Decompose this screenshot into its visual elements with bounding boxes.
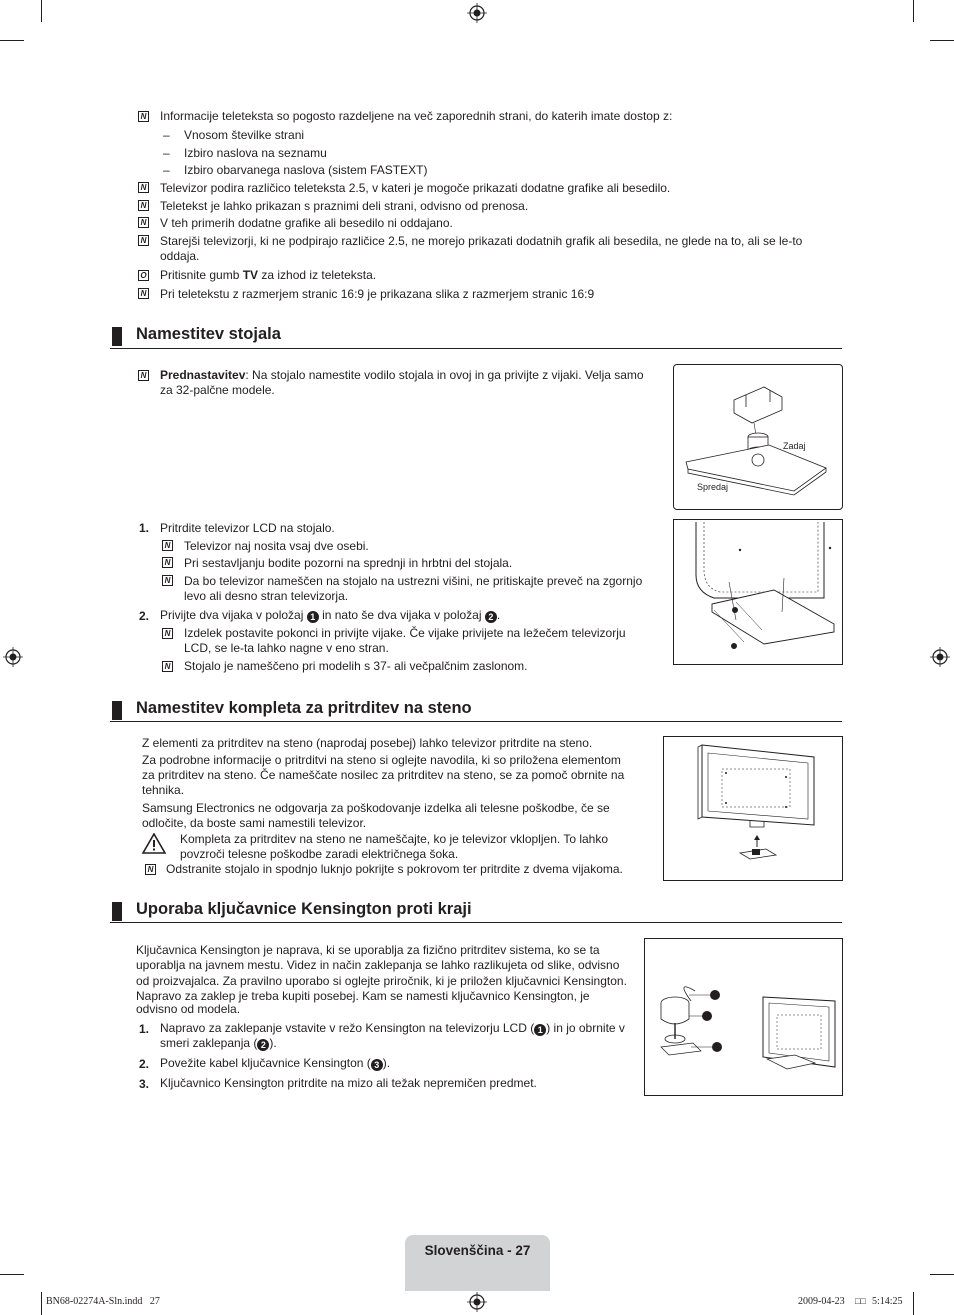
wall-mount-figure — [663, 736, 843, 881]
note-text: Da bo televizor nameščen na stojalo na ustrezni višini, ne pritiskajte preveč na zgornjo — [184, 574, 643, 588]
paragraph: uporablja na javnem mestu. Videz in način zaklepanja se lahko razlikujeta od slike, odvisno — [136, 958, 620, 972]
note-icon: N — [138, 217, 149, 228]
dash-bullet: – — [163, 128, 170, 142]
heading-bar — [112, 701, 122, 720]
note-icon: N — [162, 661, 173, 672]
step-text: Napravo za zaklepanje vstavite v režo Kensington na televizorju LCD ( 1 ) in jo obrnite v — [160, 1021, 625, 1035]
kensington-figure — [644, 938, 843, 1096]
stand-attach-figure — [673, 519, 843, 665]
step-number: 2. — [139, 1057, 150, 1071]
callout-1: 1 — [307, 611, 319, 623]
note-icon: N — [138, 288, 149, 299]
note-text: Televizor podira različico teleteksta 2.5, v kateri je mogoče prikazati dodatne grafike ali besedilo. — [160, 181, 671, 195]
note-text: Informacije teleteksta so pogosto razdeljene na več zaporednih strani, do katerih imate dostop z: — [160, 109, 673, 123]
note-text: Prednastavitev: Na stojalo namestite vodilo stojala in ovoj in ga privijte z vijaki. Velja samo — [160, 368, 644, 382]
figure-label: Zadaj — [783, 441, 806, 451]
print-time: 5:14:25 — [872, 1296, 903, 1307]
heading-bar — [112, 902, 122, 921]
step-text: smeri zaklepanja ( 2 ). — [160, 1036, 277, 1050]
crop-mark — [0, 40, 24, 41]
paragraph: Napravo za zaklep je treba kupiti posebej. Kam se namesti ključavnico Kensington, je — [136, 989, 590, 1003]
note-text: V teh primerih dodatne grafike ali besedilo ni oddajano. — [160, 216, 453, 230]
list-item: Vnosom številke strani — [184, 128, 305, 142]
step-text: Ključavnico Kensington pritrdite na mizo ali težak nepremičen predmet. — [160, 1076, 537, 1090]
heading-bar — [112, 327, 122, 346]
note-icon: N — [162, 557, 173, 568]
print-date: 2009-04-23 — [798, 1296, 845, 1307]
paragraph: Samsung Electronics ne odgovarja za poškodovanje izdelka ali telesne poškodbe, če se — [142, 801, 610, 815]
paragraph: Za podrobne informacije o pritrditvi na steno si oglejte navodila, ki so priložena elementom — [142, 753, 621, 767]
crop-mark — [41, 1292, 42, 1315]
callout-1: 1 — [534, 1024, 546, 1036]
crop-mark — [41, 0, 42, 22]
step-text: Povežite kabel ključavnice Kensington ( 3 ). — [160, 1056, 391, 1070]
note-text: Izdelek postavite pokonci in privijte vijake. Če vijake privijete na ležečem televizorju — [184, 626, 626, 640]
dash-bullet: – — [163, 146, 170, 160]
note-text: Pritisnite gumb TV za izhod iz teleteksta. — [160, 268, 377, 282]
step-number: 1. — [139, 521, 150, 535]
callout-2: 2 — [485, 611, 497, 623]
warning-text: Kompleta za pritrditev na steno ne nameščajte, ko je televizor vklopljen. To lahko — [180, 832, 609, 846]
paragraph: Z elementi za pritrditev na steno (naprodaj posebej) lahko televizor pritrdite na steno. — [142, 736, 593, 750]
stand-guide-figure — [673, 364, 843, 510]
note-text: Pri teletekstu z razmerjem stranic 16:9 je prikazana slika z razmerjem stranic 16:9 — [160, 287, 595, 301]
heading-rule — [110, 348, 842, 349]
note-text: Pri sestavljanju bodite pozorni na sprednji in hrbtni del stojala. — [184, 556, 513, 570]
warning-icon — [142, 833, 166, 854]
note-text: za 32-palčne modele. — [160, 383, 275, 397]
paragraph: za pritrditev na steno. Če nameščate nosilec za pritrditev na steno, se za pomoč obrnite na — [142, 768, 625, 782]
figure-label: Spredaj — [697, 482, 729, 492]
paragraph: odločite, da boste sami namestili televizor. — [142, 816, 367, 830]
note-text: LCD, se le-ta lahko nagne v eno stran. — [184, 641, 389, 655]
step-number: 3. — [139, 1077, 150, 1091]
registration-mark-icon — [930, 647, 950, 667]
callout-3: 3 — [371, 1059, 383, 1071]
registration-mark-icon — [467, 3, 487, 23]
note-icon: N — [162, 628, 173, 639]
paragraph: tehnika. — [142, 783, 185, 797]
page-number: Slovenščina - 27 — [424, 1243, 531, 1258]
heading-rule — [110, 721, 842, 722]
note-icon: N — [138, 370, 149, 381]
print-boxes: □□ — [855, 1296, 866, 1306]
note-text: Teletekst je lahko prikazan s praznimi deli strani, odvisno od prenosa. — [160, 199, 529, 213]
list-item: Izbiro obarvanega naslova (sistem FASTEXT) — [184, 163, 428, 177]
note-icon: N — [138, 111, 149, 122]
warning-text: povzroči telesne poškodbe zaradi električnega šoka. — [180, 847, 459, 861]
step-text: Privijte dva vijaka v položaj 1 in nato še dva vijaka v položaj 2 . — [160, 608, 501, 622]
registration-mark-icon — [3, 647, 23, 667]
press-icon: O — [138, 270, 149, 281]
note-text: Odstranite stojalo in spodnjo luknjo pokrijte s pokrovom ter pritrdite z dvema vijakoma. — [166, 862, 623, 876]
note-text: Stojalo je nameščeno pri modelih s 37- ali večpalčnim zaslonom. — [184, 659, 528, 673]
note-icon: N — [138, 200, 149, 211]
step-number: 1. — [139, 1022, 150, 1036]
section-heading: Namestitev kompleta za pritrditev na steno — [136, 699, 472, 717]
note-text: Starejši televizorji, ki ne podpirajo različice 2.5, ne morejo prikazati dodatnih grafik ali besedila, ne glede na to, ali se le-to — [160, 234, 803, 248]
registration-mark-icon — [467, 1292, 487, 1312]
crop-mark — [930, 40, 954, 41]
note-text: levo ali desno stran televizorja. — [184, 589, 349, 603]
paragraph: od proizvajalca. Za pravilno uporabo si oglejte priročnik, ki je priložen ključavnici Kensington. — [136, 974, 627, 988]
note-icon: N — [138, 235, 149, 246]
step-number: 2. — [139, 609, 150, 623]
note-icon: N — [145, 864, 156, 875]
page-number-tab — [405, 1235, 550, 1291]
section-heading: Uporaba ključavnice Kensington proti kraji — [136, 900, 472, 918]
step-text: Pritrdite televizor LCD na stojalo. — [160, 521, 335, 535]
note-icon: N — [138, 182, 149, 193]
crop-mark — [930, 1274, 954, 1275]
crop-mark — [913, 0, 914, 22]
heading-rule — [110, 922, 842, 923]
callout-2: 2 — [257, 1039, 269, 1051]
paragraph: Ključavnica Kensington je naprava, ki se uporablja za fizično pritrditev sistema, ko se ta — [136, 943, 600, 957]
note-text: oddaja. — [160, 249, 200, 263]
list-item: Izbiro naslova na seznamu — [184, 146, 327, 160]
note-icon: N — [162, 575, 173, 586]
paragraph: odvisno od modela. — [136, 1002, 241, 1016]
note-icon: N — [162, 540, 173, 551]
dash-bullet: – — [163, 163, 170, 177]
section-heading: Namestitev stojala — [136, 325, 281, 343]
note-text: Televizor naj nosita vsaj dve osebi. — [184, 539, 369, 553]
crop-mark — [0, 1274, 24, 1275]
file-info: BN68-02274A-Sln.indd 27 — [46, 1296, 160, 1307]
crop-mark — [913, 1292, 914, 1315]
